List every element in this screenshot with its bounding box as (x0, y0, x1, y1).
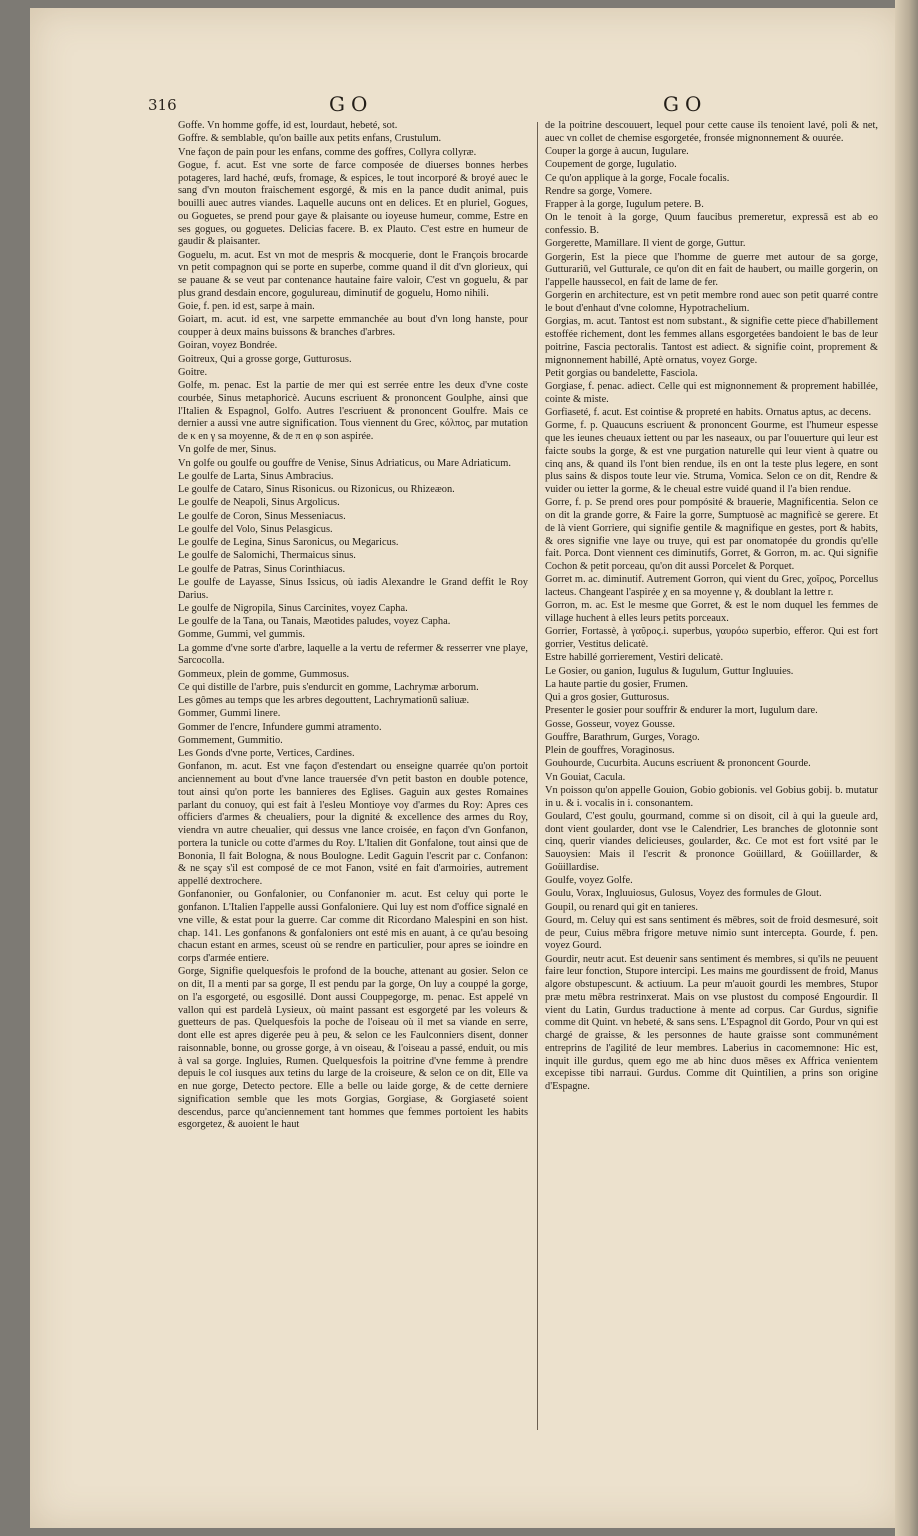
entry: Vn golfe de mer, Sinus. (178, 444, 277, 456)
entry: Goiran, voyez Bondrée. (178, 340, 278, 352)
entry: Gorge, Signifie quelquesfois le profond de la bouche, attenant au gosier. Selon ce on dit, Il a menti par sa gorge, Il est pendu par la gorge, On luy a couppé la gorge, on l'a esgorgeté, ou esgosillé. Dont aussi Couppegorge, m. penac. Est appelé vn vallon qui est pardelà Lysieux, où maint passant est esgorgeté par les voleurs & guetteurs de pas. Quelquesfois la poche de l'oiseau où il met sa viande en serre, dont elle est apres digerée peu à peu, & selon ce les Faulconniers disent, donner raisonnable, bonne, ou grosse gorge, à vn oiseau, & l'oiseau a passé, enduit, ou mis à val sa gorge. Ingluies, Rumen. Quelquesfois la poitrine d'vne femme à prendre depuis le col iusques aux tetins du large de la croiseure, & selon ce on dit, Elle va en nue gorge, Detecto pectore. Elle a belle ou laide gorge, & de cette derniere signification semble que les mots Gorgias, Gorgiase, & Gorgiaseté soient descendus, parce qu'anciennement tant hommes que femmes portoient les habits esgorgetez, & auoient le haut (178, 966, 528, 1131)
entry: Gorme, f. p. Quaucuns escriuent & prononcent Gourme, est l'humeur espesse que les ieunes cheuaux iettent ou par les naseaux, ou par l'ouuerture qui leur est faicte soubs la gorge, & est vne purgation naturelle qui leur vient à quatre ou cinq ans, & quand ils l'ont bien rendue, ils en ont la teste plus legere, en sont plus sains & dispos toute leur vie. Struma, Vomica. Selon ce on dit, Rendre & vuider ou ietter la gorme, & le cheual estre vuidé quand il l'a bien rendue. (545, 420, 878, 495)
entry: Ce qu'on applique à la gorge, Focale focalis. (545, 172, 730, 184)
entry: Le goulfe de Coron, Sinus Messeniacus. (178, 510, 346, 522)
right-running-head: GO (663, 92, 708, 116)
entry: Goulu, Vorax, Ingluuiosus, Gulosus, Voyez des formules de Glout. (545, 888, 822, 900)
entry: Gonfanon, m. acut. Est vne façon d'estendart ou enseigne quarrée qu'on portoit anciennement au bout d'vne lance trauersée d'vn petit baston en double potence, tout ainsi qu'on porte les bannieres des Eglises. Gaguin aux gestes Romaines parlant du conuoy, qui est fait à l'esleu Montioye voy d'armes du Roy: Apres ces officiers d'armes & cheualiers, pour la dignité & excellence des armes du Roy, viendra vn autre cheualier, qui dessus vne lance croisée, en façon d'vn Gonfanon, portera la tunicle ou cotte d'armes du Roy. L'Italien dit Gonfalone, tout ainsi que de Bononia, Il fait Bologna, & nous Boulogne. Ledit Gaguin l'escrit par c. Confanon: & ne sçay s'il est composé de ce mot Fanon, vsité en fait d'armoiries, autrement appellé dextrochere. (178, 761, 528, 887)
column-divider (537, 122, 538, 1430)
book-spine-edge (895, 0, 918, 1536)
entry: Vne façon de pain pour les enfans, comme des goffres, Collyra collyræ. (178, 146, 477, 158)
entry: Le goulfe de Patras, Sinus Corinthiacus. (178, 563, 346, 575)
entry: Goffre. & semblable, qu'on baille aux petits enfans, Crustulum. (178, 133, 442, 145)
entry: Goiart, m. acut. id est, vne sarpette emmanchée au bout d'vn long hanste, pour coupper à deux mains buissons & branches d'arbres. (178, 314, 528, 338)
entry: Les Gonds d'vne porte, Vertices, Cardines. (178, 748, 355, 759)
entry: Le goulfe de Larta, Sinus Ambracius. (178, 470, 334, 482)
entry: Golfe, m. penac. Est la partie de mer qui est serrée entre les deux d'vne coste courbée, Sinus metaphoricè. Aucuns escriuent & prononcent Goulphe, ainsi que l'Italien & Espagnol, Golfo. Autres l'escriuent & prononcent Goulfre. Mais ce dernier a aussi vne autre signification. Tous viennent du Grec, κόλπος, par mutation de κ en γ sa moyenne, & de π en φ son aspirée. (178, 380, 528, 442)
entry: Gorron, m. ac. Est le mesme que Gorret, & est le nom duquel les femmes de village huchent à elles leurs petits porceaux. (545, 600, 878, 624)
entry: Gomme, Gummi, vel gummis. (178, 629, 305, 641)
entry: Estre habillé gorrierement, Vestiri delicatè. (545, 652, 724, 664)
entry: Goguelu, m. acut. Est vn mot de mespris & mocquerie, dont le François brocarde vn petit compagnon qui se porte en superbe, comme quand il dit d'vn glorieux, qui se pauane & se veut par contenance hautaine faire valoir, C'est vn goguelu, & par plus grand desdain encore, gogulureau, diminutif de goguelu, Homo nihili. (178, 249, 528, 299)
entry: Goffe. Vn homme goffe, id est, lourdaut, hebeté, sot. (178, 120, 398, 131)
entry: Le goulfe de Salomichi, Thermaicus sinus. (178, 550, 356, 562)
entry: Couper la gorge à aucun, Iugulare. (545, 146, 689, 157)
entry: Gourdir, neutr acut. Est deuenir sans sentiment és membres, si qu'ils ne peuuent faire leur fonction, Stupore intercipi. Les mains me gourdissent de froid, Manus algore obstupescunt. & actiuum. La peur m'auoit gourdi les membres, Stupor præ metu mēbra restrinxerat. Mais on vse plustost du composé Engourdir. Il vient du Latin, Gurdus traductione à mente ad corpus. Car Gurdus, signifie comme dit Quint. vn hebeté, & sans sens. L'Espagnol dit Gordo, Pour vn qui est chargé de graisse, & les personnes de haute graisse sont communément entreprins de l'agilité de leur membres. Laberius in cacomemnone: Hic est, inquit ille gurdus, quem ego me ab hinc duos mēses ex Affrica venientem excepisse tibi narraui. Gurdus. Comme dit Quintilien, a prins son origine d'Espagne. (545, 953, 878, 1092)
entry: Gommeux, plein de gomme, Gummosus. (178, 668, 350, 680)
entry: Goupil, ou renard qui git en tanieres. (545, 901, 698, 913)
page-number: 316 (148, 96, 177, 114)
entry: Presenter le gosier pour souffrir & endurer la mort, Iugulum dare. (545, 705, 818, 717)
entry: Gorgerin, Est la piece que l'homme de guerre met autour de sa gorge, Gutturariū, vel Gutturale, ce qu'on dit en fait de haubert, ou maille gorgerin, on l'appelle haussecol, en fait de lame de fer. (545, 251, 878, 288)
entry: Gommer, Gummi linere. (178, 708, 281, 720)
entry: Gorgiase, f. penac. adiect. Celle qui est mignonnement & proprement habillée, cointe & miste. (545, 381, 878, 405)
entry: Petit gorgias ou bandelette, Fasciola. (545, 367, 698, 379)
entry: On le tenoit à la gorge, Quum faucibus premeretur, expressā est ab eo confessio. B. (545, 212, 878, 236)
left-column (178, 120, 528, 1133)
entry: Gorret m. ac. diminutif. Autrement Gorron, qui vient du Grec, χοῖρος, Porcellus lacteus. Changeant l'aspirée χ en sa moyenne γ, & doublant la lettre r. (545, 574, 878, 598)
entry: Rendre sa gorge, Vomere. (545, 185, 653, 197)
entry: Le goulfe de Cataro, Sinus Risonicus. ou Rizonicus, ou Rhizeæon. (178, 484, 455, 495)
entry: Gorgias, m. acut. Tantost est nom substant., & signifie cette piece d'habillement estoffée richement, dont les femmes allans esgorgetées bandoient le bas de leur poitrine, Fascia pectoralis. Tantost est adiect. & signifie coint, proprement & mignonnement habillé, Aptè ornatus, voyez Gorge. (545, 316, 878, 366)
entry: Gommement, Gummitio. (178, 734, 283, 746)
entry: Le goulfe de Neapoli, Sinus Argolicus. (178, 497, 340, 509)
entry: La haute partie du gosier, Frumen. (545, 678, 688, 690)
entry: Gouffre, Barathrum, Gurges, Vorago. (545, 731, 700, 743)
entry: Goie, f. pen. id est, sarpe à main. (178, 301, 315, 312)
entry: Goulfe, voyez Golfe. (545, 875, 633, 886)
entry: Gorfiaseté, f. acut. Est cointise & propreté en habits. Ornatus aptus, ac decens. (545, 407, 872, 418)
entry: Goitreux, Qui a grosse gorge, Gutturosus. (178, 353, 352, 365)
entry: Gorrier, Fortassè, à γαῦρος.i. superbus, γαυρόω superbio, efferor. Qui est fort gorrier, Vestitus delicatè. (545, 626, 878, 650)
entry: La gomme d'vne sorte d'arbre, laquelle a la vertu de refermer & resserrer vne playe, Sarcocolla. (178, 642, 528, 667)
entry: Vn Gouiat, Cacula. (545, 771, 626, 783)
entry: Gourd, m. Celuy qui est sans sentiment és mēbres, soit de froid desmesuré, soit de peur, Cuius mēbra frigore metuve nimio sunt intercepta. Gourde, f. pen. voyez Gourd. (545, 914, 878, 952)
entry: Gorgerette, Mamillare. Il vient de gorge, Guttur. (545, 238, 746, 250)
entry: Le goulfe de Layasse, Sinus Issicus, où iadis Alexandre le Grand deffit le Roy Darius. (178, 576, 528, 601)
entry: Plein de gouffres, Voraginosus. (545, 745, 675, 756)
entry: Gonfanonier, ou Gonfalonier, ou Confanonier m. acut. Est celuy qui porte le gonfanon. L'Italien l'appelle aussi Gonfaloniere. Qui luy est nom d'office signalé en vne ville, & estat pour la guerre. Car comme dit Ricordano Malespini en son hist. chap. 141. Les gonfanons & gonfaloniers ont esté mis en auant, à ce qu'au besoing chacun estant en armes, sceust où se rendre en particulier, pour apres se ioindre en corps d'armée entiere. (178, 889, 528, 964)
entry: Le goulfe de la Tana, ou Tanais, Mæotides paludes, voyez Capha. (178, 616, 451, 627)
entry: Coupement de gorge, Iugulatio. (545, 159, 677, 171)
entry: Gosse, Gosseur, voyez Gousse. (545, 718, 676, 730)
entry: Le goulfe de Nigropila, Sinus Carcinites, voyez Capha. (178, 602, 408, 614)
entry: Vn golfe ou goulfe ou gouffre de Venise, Sinus Adriaticus, ou Mare Adriaticum. (178, 457, 511, 469)
entry: Le goulfe del Volo, Sinus Pelasgicus. (178, 523, 333, 535)
entry: Gorre, f. p. Se prend ores pour pompósité & brauerie, Magnificentia. Selon ce on dit la grande gorre, & Faire la gorre, Sumptuosè ac magnificè se gerere. Et de là vient Gorriere, qui signifie gentile & magnifique en gestes, port & habits, & ores signifie vne laye ou truye, qui est par onomatopée du grondis qu'elle fait. Porca. Dont viennent ces diminutifs, Gorret, & Gorron, m. ac. Qui signifie Cochon & petit porceau, qu'on dit aussi Porcelet & Porquet. (545, 497, 878, 572)
right-column (545, 120, 878, 1094)
entry: Le goulfe de Legina, Sinus Saronicus, ou Megaricus. (178, 537, 399, 548)
entry: Goitre. (178, 366, 208, 378)
entry: Les gômes au temps que les arbres degouttent, Lachrymationū saliuæ. (178, 695, 470, 706)
entry: Qui a gros gosier, Gutturosus. (545, 692, 670, 703)
entry: Frapper à la gorge, Iugulum petere. B. (545, 199, 704, 210)
entry: de la poitrine descouuert, lequel pour cette cause ils tenoient lavé, poli & net, auec vn collet de chemise esgorgetée, fronsée mignonnement & ouurée. (545, 120, 878, 144)
entry: Goulard, C'est goulu, gourmand, comme si on disoit, cil à qui la gueule ard, dont vient goularder, dont vse le Calendrier, Les branches de glotonnie sont cinq, querir viandes delicieuses, goularder, &c. Ce mot est fort vsité par le Sauoysien: Mais il l'escrit & prononce Goüillard, & Goüillarder, & Goüillardise. (545, 810, 878, 873)
entry: Ce qui distille de l'arbre, puis s'endurcit en gomme, Lachrymæ arborum. (178, 681, 479, 693)
entry: Gogue, f. acut. Est vne sorte de farce composée de diuerses bonnes herbes potageres, lard haché, œufs, fromage, & espices, le tout incorporé & broyé auec le sang d'vn mouton fraischement esgorgé, & mis en la pance dudit animal, puis bouilli auec autres viandes. Laquelle aucuns ont en delices. Et en pluriel, Gogues, ou Goguetes, se prend pour gaye & plaisante ou ioyeuse humeur, comme, Estre en ses gogues, ou goguetes. Delicias facere. B. ex Plauto. C'est estre en humeur de gaudir & plaisanter. (178, 159, 528, 248)
left-running-head: GO (329, 92, 374, 116)
entry: Gommer de l'encre, Infundere gummi atramento. (178, 721, 382, 733)
entry: Vn poisson qu'on appelle Gouion, Gobio gobionis. vel Gobius gobij. b. mutatur in u. & i. vocalis in i. consonantem. (545, 784, 878, 809)
entry: Gorgerin en architecture, est vn petit membre rond auec son petit quarré contre le bout d'enhaut d'vne colomne, Hypotrachelium. (545, 290, 878, 314)
entry: Le Gosier, ou ganion, Iugulus & Iugulum, Guttur Ingluuies. (545, 665, 794, 677)
entry: Gouhourde, Cucurbita. Aucuns escriuent & prononcent Gourde. (545, 758, 811, 770)
